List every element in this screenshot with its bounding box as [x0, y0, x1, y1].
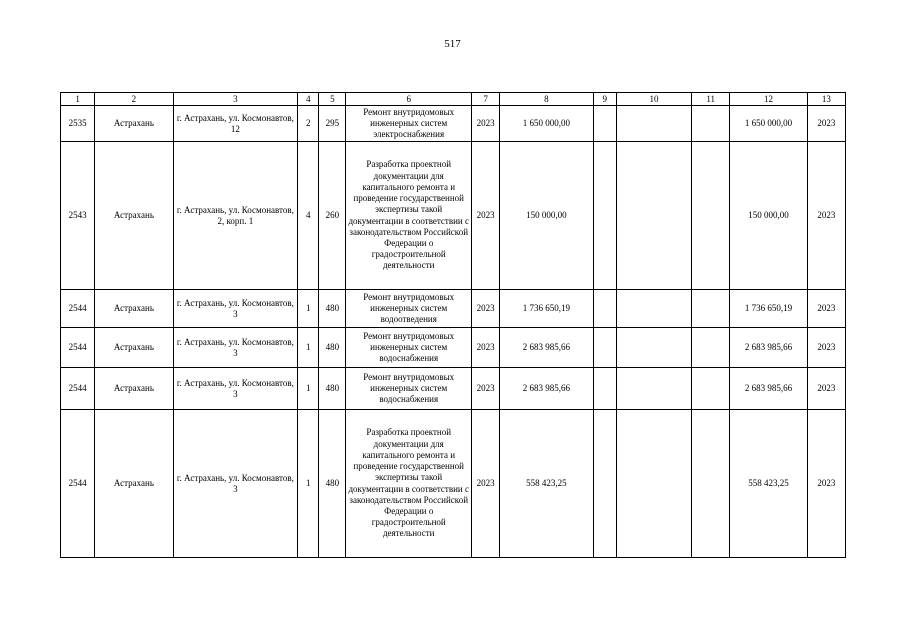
cell-col11 — [692, 142, 730, 290]
cell-cost-total: 150 000,00 — [500, 142, 593, 290]
cell-number: 2543 — [61, 142, 95, 290]
cell-col10 — [616, 106, 691, 142]
cell-municipality: Астрахань — [95, 290, 173, 328]
cell-col9 — [593, 328, 616, 368]
cell-cost-total: 2 683 985,66 — [500, 328, 593, 368]
cell-cost-funds: 1 736 650,19 — [730, 290, 807, 328]
cell-col4: 1 — [298, 290, 319, 328]
cell-municipality: Астрахань — [95, 368, 173, 410]
cell-plan-year: 2023 — [807, 328, 845, 368]
column-header: 12 — [730, 93, 807, 106]
cell-cost-funds: 2 683 985,66 — [730, 368, 807, 410]
column-header: 1 — [61, 93, 95, 106]
column-header: 5 — [319, 93, 346, 106]
cell-col11 — [692, 410, 730, 558]
cell-number: 2544 — [61, 290, 95, 328]
cell-col9 — [593, 410, 616, 558]
cell-number: 2535 — [61, 106, 95, 142]
cell-work-type: Разработка проектной документации для капитального ремонта и проведение государственной экспертизы такой документации в соответствии с законодательством Российской Федерации о градостроительной деятельности — [346, 142, 472, 290]
cell-col10 — [616, 142, 691, 290]
cell-work-type: Разработка проектной документации для капитального ремонта и проведение государственной экспертизы такой документации в соответствии с законодательством Российской Федерации о градостроительной деятельности — [346, 410, 472, 558]
cell-plan-year: 2023 — [807, 106, 845, 142]
cell-col10 — [616, 410, 691, 558]
table-row — [61, 328, 846, 368]
cell-municipality: Астрахань — [95, 106, 173, 142]
cell-col5: 295 — [319, 106, 346, 142]
cell-municipality: Астрахань — [95, 142, 173, 290]
cell-year: 2023 — [472, 368, 500, 410]
column-header: 3 — [173, 93, 298, 106]
cell-work-type: Ремонт внутридомовых инженерных систем электроснабжения — [346, 106, 472, 142]
column-header: 9 — [593, 93, 616, 106]
cell-plan-year: 2023 — [807, 410, 845, 558]
cell-work-type: Ремонт внутридомовых инженерных систем водоснабжения — [346, 328, 472, 368]
cell-plan-year: 2023 — [807, 142, 845, 290]
cell-cost-total: 2 683 985,66 — [500, 368, 593, 410]
cell-col4: 1 — [298, 328, 319, 368]
cell-col4: 4 — [298, 142, 319, 290]
column-header: 11 — [692, 93, 730, 106]
cell-number: 2544 — [61, 368, 95, 410]
table-row — [61, 410, 846, 558]
cell-col4: 1 — [298, 368, 319, 410]
cell-work-type: Ремонт внутридомовых инженерных систем водоотведения — [346, 290, 472, 328]
cell-address: г. Астрахань, ул. Космонавтов, 3 — [173, 290, 298, 328]
cell-municipality: Астрахань — [95, 410, 173, 558]
page-number: 517 — [444, 38, 461, 50]
cell-address: г. Астрахань, ул. Космонавтов, 3 — [173, 368, 298, 410]
column-header: 13 — [807, 93, 845, 106]
table-row — [61, 142, 846, 290]
cell-col11 — [692, 290, 730, 328]
cell-plan-year: 2023 — [807, 290, 845, 328]
cell-cost-funds: 558 423,25 — [730, 410, 807, 558]
cell-number: 2544 — [61, 410, 95, 558]
column-header: 10 — [616, 93, 691, 106]
cell-col10 — [616, 290, 691, 328]
cell-year: 2023 — [472, 142, 500, 290]
cell-col5: 260 — [319, 142, 346, 290]
cell-year: 2023 — [472, 410, 500, 558]
column-header: 2 — [95, 93, 173, 106]
cell-col10 — [616, 328, 691, 368]
cell-col5: 480 — [319, 290, 346, 328]
registry-table — [60, 92, 846, 558]
cell-plan-year: 2023 — [807, 368, 845, 410]
cell-col10 — [616, 368, 691, 410]
table-row — [61, 290, 846, 328]
cell-col11 — [692, 328, 730, 368]
cell-col4: 2 — [298, 106, 319, 142]
cell-col5: 480 — [319, 368, 346, 410]
cell-municipality: Астрахань — [95, 328, 173, 368]
cell-col11 — [692, 106, 730, 142]
cell-col5: 480 — [319, 328, 346, 368]
column-header: 6 — [346, 93, 472, 106]
cell-col5: 480 — [319, 410, 346, 558]
cell-year: 2023 — [472, 290, 500, 328]
cell-address: г. Астрахань, ул. Космонавтов, 3 — [173, 328, 298, 368]
column-header: 8 — [500, 93, 593, 106]
cell-cost-total: 1 736 650,19 — [500, 290, 593, 328]
column-header: 7 — [472, 93, 500, 106]
cell-cost-total: 558 423,25 — [500, 410, 593, 558]
cell-address: г. Астрахань, ул. Космонавтов, 2, корп. 1 — [173, 142, 298, 290]
cell-col11 — [692, 368, 730, 410]
cell-col9 — [593, 142, 616, 290]
cell-number: 2544 — [61, 328, 95, 368]
cell-col9 — [593, 106, 616, 142]
column-header: 4 — [298, 93, 319, 106]
cell-col9 — [593, 290, 616, 328]
cell-col9 — [593, 368, 616, 410]
cell-work-type: Ремонт внутридомовых инженерных систем водоснабжения — [346, 368, 472, 410]
cell-cost-funds: 150 000,00 — [730, 142, 807, 290]
cell-address: г. Астрахань, ул. Космонавтов, 3 — [173, 410, 298, 558]
cell-year: 2023 — [472, 106, 500, 142]
header-row — [61, 93, 846, 106]
cell-cost-funds: 1 650 000,00 — [730, 106, 807, 142]
cell-cost-total: 1 650 000,00 — [500, 106, 593, 142]
table-row — [61, 368, 846, 410]
table-row — [61, 106, 846, 142]
cell-address: г. Астрахань, ул. Космонавтов, 12 — [173, 106, 298, 142]
cell-year: 2023 — [472, 328, 500, 368]
cell-cost-funds: 2 683 985,66 — [730, 328, 807, 368]
cell-col4: 1 — [298, 410, 319, 558]
